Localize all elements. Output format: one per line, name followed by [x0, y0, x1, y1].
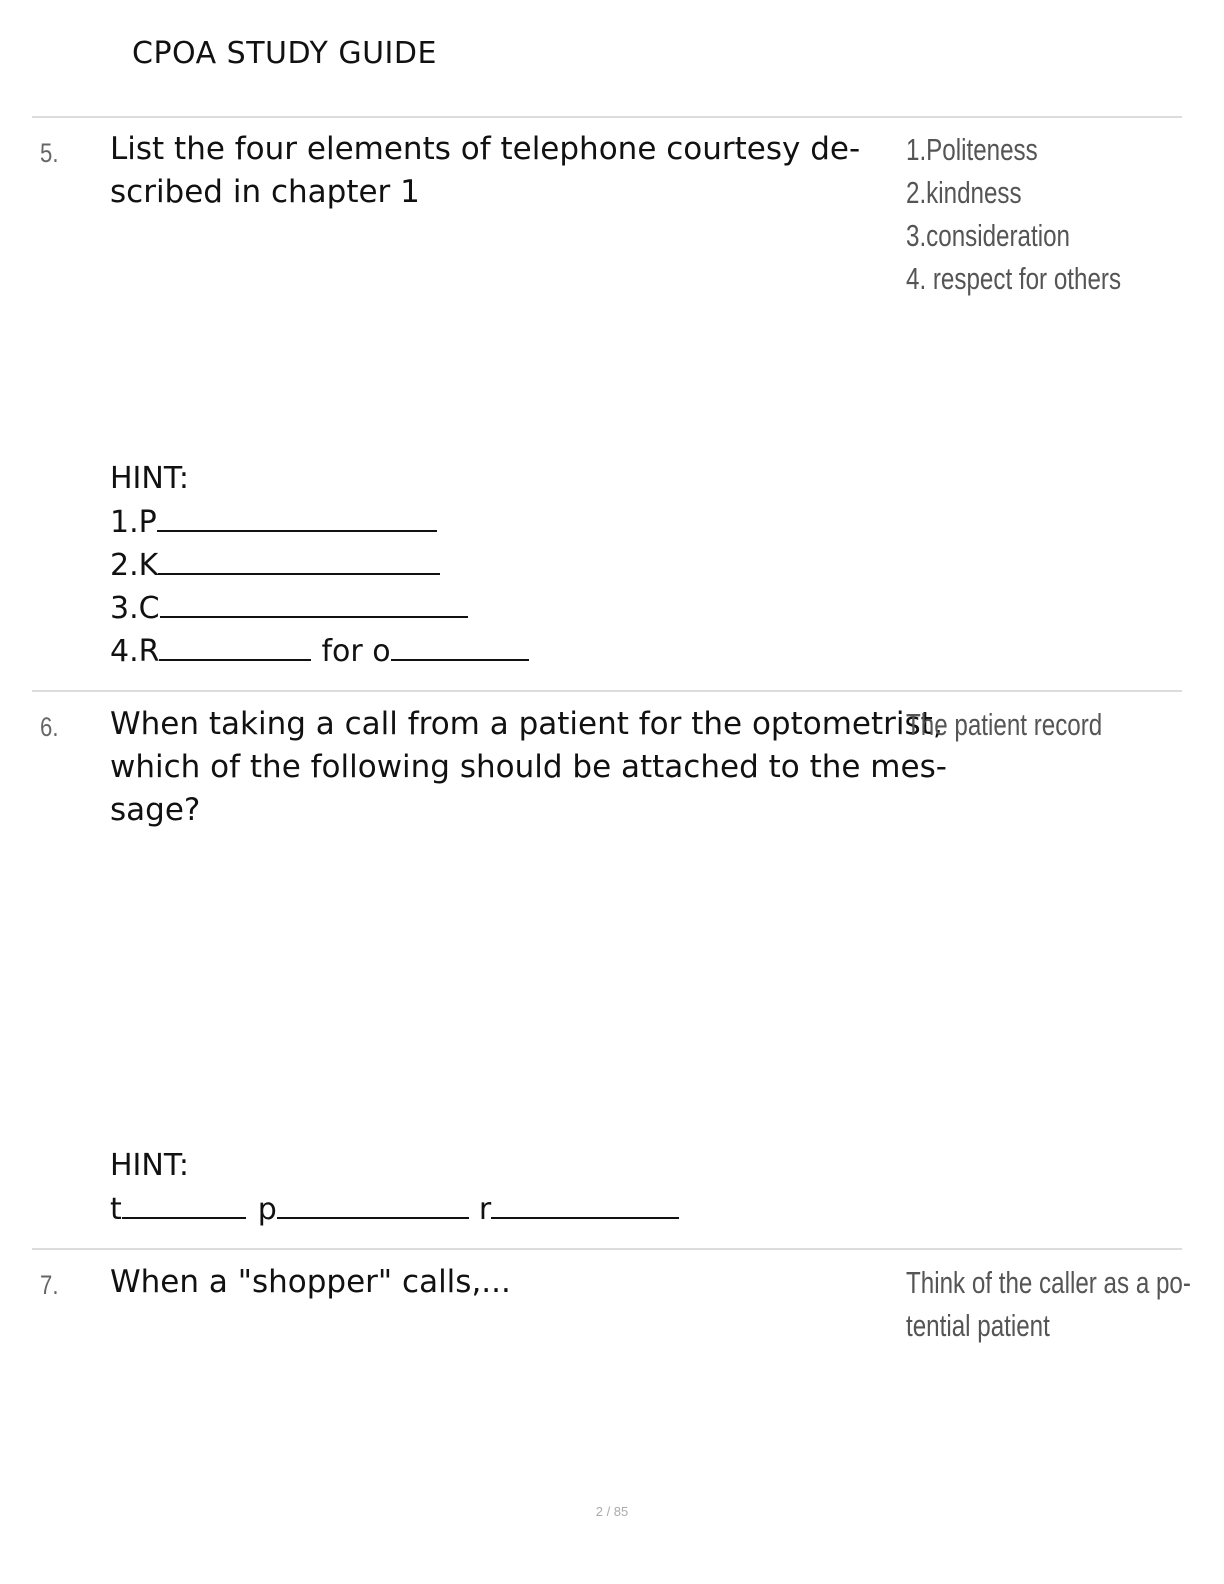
- question-text-line: When a "shopper" calls,...: [110, 1264, 511, 1300]
- document-title: CPOA STUDY GUIDE: [132, 36, 437, 71]
- hint-line: [110, 629, 529, 672]
- hint-line: [110, 500, 529, 543]
- answer: [906, 128, 1121, 300]
- hint-label: HINT:: [110, 461, 189, 496]
- question-text: [110, 128, 860, 214]
- question-number: 5.: [40, 138, 59, 168]
- fill-blank: [491, 1187, 679, 1219]
- question-number: 6.: [40, 712, 59, 742]
- question-text-line: scribed in chapter 1: [110, 174, 420, 210]
- question-text-line: List the four elements of telephone courtesy de-: [110, 131, 861, 167]
- question-text-line: sage?: [110, 792, 201, 828]
- answer-line: 1.Politeness: [906, 132, 1038, 167]
- section-divider: [32, 690, 1182, 692]
- hint-prefix: 4.R: [110, 634, 160, 669]
- hint-line: [110, 1187, 679, 1230]
- answer-line: tential patient: [906, 1308, 1050, 1343]
- answer-line: 4. respect for others: [906, 261, 1122, 296]
- page-indicator: 2 / 85: [595, 1504, 629, 1519]
- hint-label: HINT:: [110, 1148, 189, 1183]
- fill-blank: [159, 629, 311, 661]
- hint-middle: for o: [321, 634, 391, 669]
- question-number: 7.: [40, 1270, 59, 1300]
- hint-prefix: 3.C: [110, 591, 160, 626]
- hint-line: [110, 586, 529, 629]
- hint-prefix: p: [257, 1192, 277, 1227]
- question-text-line: When taking a call from a patient for the optometrist,: [110, 706, 943, 742]
- hint-line: [110, 543, 529, 586]
- answer-line: Think of the caller as a po-: [906, 1265, 1191, 1300]
- hint-prefix: 1.P: [110, 505, 157, 540]
- section-divider: [32, 116, 1182, 118]
- hint-prefix: t: [110, 1192, 122, 1227]
- fill-blank: [160, 586, 468, 618]
- fill-blank: [157, 500, 437, 532]
- question-text: [110, 1261, 511, 1304]
- section-divider: [32, 1248, 1182, 1250]
- fill-blank: [277, 1187, 469, 1219]
- answer: [906, 1261, 1191, 1347]
- question-text: [110, 703, 947, 832]
- answer-line: 3.consideration: [906, 218, 1070, 253]
- hint-prefix: 2.K: [110, 548, 159, 583]
- fill-blank: [122, 1187, 246, 1219]
- answer-line: The patient record: [906, 707, 1103, 742]
- question-text-line: which of the following should be attached to the mes-: [110, 749, 947, 785]
- answer: [906, 703, 1102, 746]
- answer-line: 2.kindness: [906, 175, 1022, 210]
- fill-blank: [158, 543, 440, 575]
- fill-blank: [391, 629, 529, 661]
- hint-block: [110, 457, 529, 672]
- hint-block: [110, 1144, 679, 1230]
- hint-prefix: r: [478, 1192, 492, 1227]
